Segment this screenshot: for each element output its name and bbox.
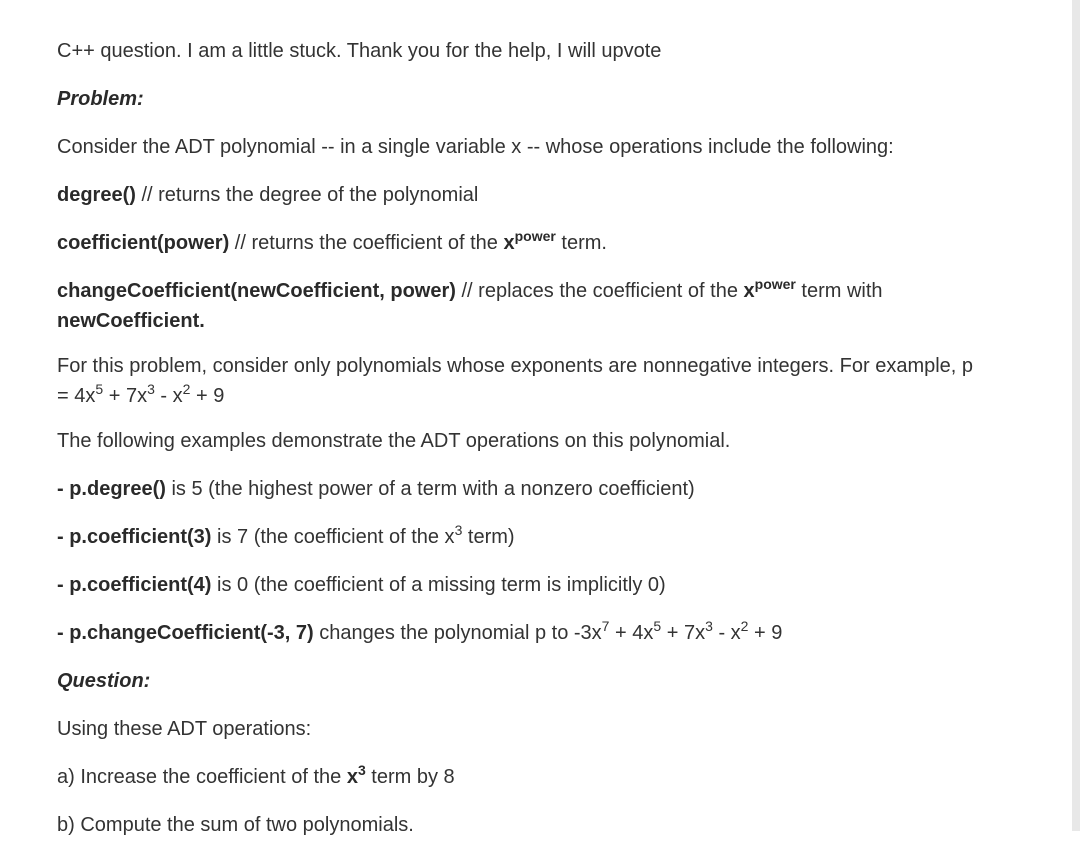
example-coefficient-4: - p.coefficient(4) is 0 (the coefficient of a missing term is implicitly 0) bbox=[57, 574, 666, 596]
following-text: The following examples demonstrate the ADT operations on this polynomial. bbox=[57, 430, 731, 452]
question-b: b) Compute the sum of two polynomials. bbox=[57, 814, 414, 836]
op-change-coefficient: changeCoefficient(newCoefficient, power) // replaces the coefficient of the $x^{power}$ term with newCoefficient. bbox=[57, 276, 883, 332]
example-degree: - p.degree() is 5 (the highest power of a term with a nonzero coefficient) bbox=[57, 478, 695, 500]
op-degree: degree() // returns the degree of the polynomial bbox=[57, 184, 479, 206]
op-coefficient-name: coefficient(power) bbox=[57, 232, 230, 254]
using-text: Using these ADT operations: bbox=[57, 718, 312, 740]
question-heading: Question: bbox=[57, 670, 151, 692]
example-change-coefficient: - p.changeCoefficient(-3, 7) changes the polynomial p to $-3x^7 + 4x^5 + 7x^3 - x^2 + 9$ bbox=[57, 618, 783, 644]
intro-text: C++ question. I am a little stuck. Thank you for the help, I will upvote bbox=[57, 40, 662, 62]
op-degree-name: degree() bbox=[57, 184, 136, 206]
question-document bbox=[57, 36, 977, 858]
scrollbar[interactable] bbox=[1072, 0, 1080, 831]
question-a: a) Increase the coefficient of the $x^3$ term by 8 bbox=[57, 762, 455, 788]
problem-heading: Problem: bbox=[57, 88, 144, 110]
op-change-name: changeCoefficient(newCoefficient, power) bbox=[57, 280, 456, 302]
consider-text: Consider the ADT polynomial -- in a single variable x -- whose operations include the following: bbox=[57, 136, 894, 158]
op-coefficient: coefficient(power) // returns the coefficient of the $x^{power}$ term. bbox=[57, 228, 607, 254]
nonnegative-text: For this problem, consider only polynomials whose exponents are nonnegative integers. For example, $p = 4x^5 + 7x^3 - x^2 + 9$ bbox=[57, 355, 974, 407]
example-coefficient-3: - p.coefficient(3) is 7 (the coefficient of the $x^3$ term) bbox=[57, 522, 515, 548]
